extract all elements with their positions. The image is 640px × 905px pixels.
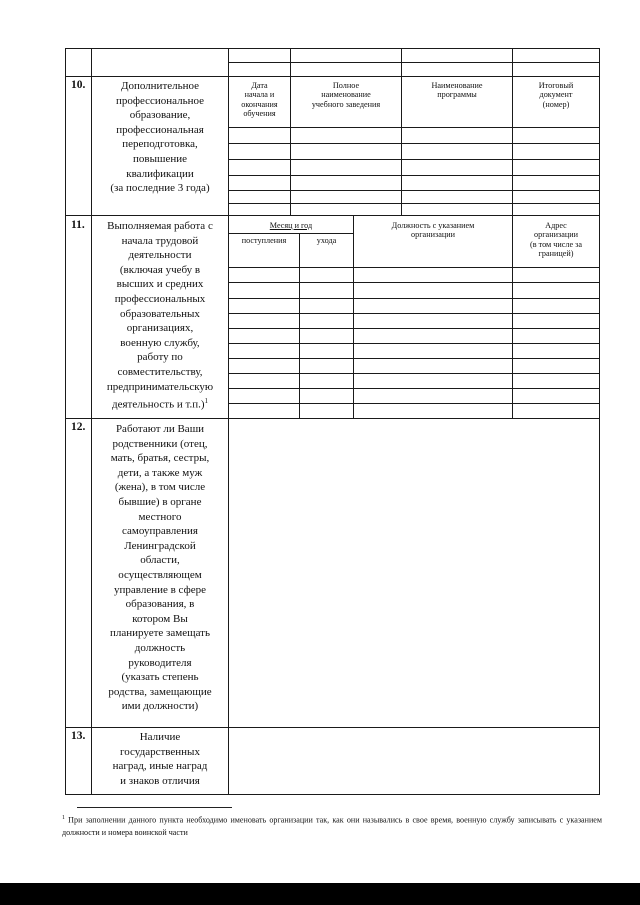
row-label: Дополнительное профессиональное образование, профессиональная переподготовка, повышение квалификации (за последние 3 года) — [110, 80, 210, 195]
row-number: 10. — [71, 79, 86, 91]
group-header: Месяц и год — [269, 221, 313, 230]
row-11-line — [228, 298, 600, 299]
row-10-line — [228, 203, 600, 204]
number-column-divider — [91, 48, 92, 795]
row-11-top — [65, 215, 600, 216]
row-10-top — [65, 76, 600, 77]
row-11-line — [228, 267, 600, 268]
top-row-line — [228, 62, 600, 63]
column-header: Должность с указанием организации — [391, 221, 475, 240]
row-number: 13. — [71, 730, 86, 742]
footnote-text: При заполнении данного пункта необходимо именовать организации так, как они назывались в свое время, военную службу записывать с указанием должности и номера воинской части — [62, 815, 602, 837]
row-10-line — [228, 175, 600, 176]
row-label — [93, 219, 227, 412]
row-10-line — [228, 143, 600, 144]
table-border-bottom — [65, 794, 600, 795]
row-11-line — [228, 328, 600, 329]
row-11-line — [228, 343, 600, 344]
row-10-line — [228, 190, 600, 191]
column-header: Адрес организации (в том числе за границей) — [529, 221, 583, 259]
row-number: 12. — [71, 421, 86, 433]
column-header: Наименование программы — [431, 81, 483, 100]
footnote-number: 1 — [62, 815, 65, 821]
column-header: Дата начала и окончания обучения — [241, 81, 278, 119]
column-header: ухода — [316, 236, 337, 245]
column-header: поступления — [241, 236, 287, 245]
answer-area[interactable] — [229, 419, 599, 726]
row-11-line — [228, 388, 600, 389]
table-border-right — [599, 48, 600, 795]
footnote — [62, 812, 602, 839]
row-11-line — [228, 313, 600, 314]
row-10-line — [228, 159, 600, 160]
scan-edge-bar — [0, 883, 640, 905]
table-border-top — [65, 48, 600, 49]
row-label-text: Выполняемая работа с начала трудовой деятельности (включая учебу в высших и средних профессиональных образовательных организациях, военную службу, работу по совместительству, предпринимательскую деятельность и т.п.) — [106, 220, 214, 411]
row-11-col-divider — [299, 233, 300, 418]
row-11-line — [228, 373, 600, 374]
row-11-line — [228, 358, 600, 359]
row-number: 11. — [71, 219, 85, 231]
table-border-left — [65, 48, 66, 795]
row-label: Наличие государственных наград, иные наград и знаков отличия — [112, 731, 208, 787]
row-11-line — [228, 282, 600, 283]
answer-area[interactable] — [229, 728, 599, 794]
column-header: Полное наименование учебного заведения — [311, 81, 381, 109]
footnote-separator — [77, 807, 232, 808]
footnote-marker: 1 — [204, 397, 209, 406]
row-10-line — [228, 127, 600, 128]
row-label: Работают ли Ваши родственники (отец, мать, братья, сестры, дети, а также муж (жена), в том числе бывшие) в органе местного самоуправления Ленинградской области, осуществляющем управление в сфере образования, в котором Вы планируете замещать должность руководителя (указать степень родства, замещающие ими должности) — [108, 423, 212, 713]
row-11-group-line — [228, 233, 353, 234]
column-header: Итоговый документ (номер) — [538, 81, 574, 109]
row-11-line — [228, 403, 600, 404]
